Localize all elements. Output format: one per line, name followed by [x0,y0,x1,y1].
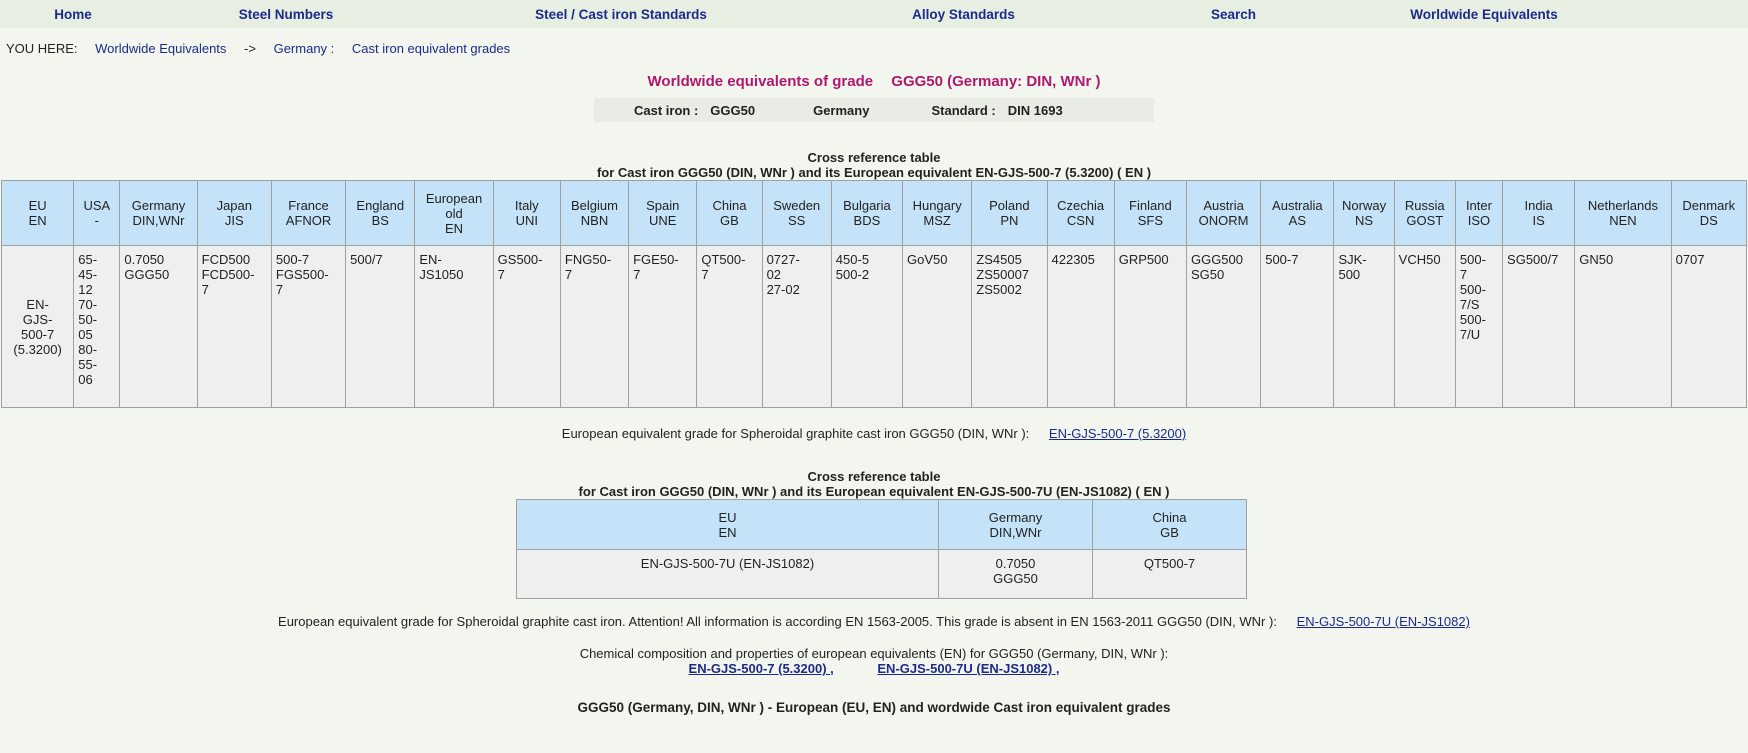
table1-caption-line1: Cross reference table [807,150,941,165]
t1-header-14-line-1: PN [1000,213,1019,228]
nav-steel-numbers[interactable]: Steel Numbers [238,6,334,22]
t1-header-6-line-2: EN [444,220,464,236]
grade-info-bar [594,98,1154,122]
t1-header-1-line-0: USA [83,198,111,213]
t1-cell-3-line-0: FCD500 [201,252,251,267]
t1-header-1-line-1: - [94,213,99,228]
t1-cell-0-line-0: EN- [26,296,49,312]
t1-cell-21-line-5: 7/U [1459,327,1481,342]
t1-header-15 [1047,181,1114,246]
page-title-main: Worldwide equivalents of grade [647,73,874,90]
nav-standards[interactable]: Steel / Cast iron Standards [535,6,707,22]
t1-cell-15 [1047,246,1114,408]
t2-cell-1-line-1: GGG50 [993,571,1038,586]
t1-header-0-line-1: EN [28,213,47,228]
t1-header-14 [972,181,1047,246]
t1-header-20 [1394,181,1455,246]
t1-header-22-line-0: India [1524,198,1553,213]
note2-link[interactable]: EN-GJS-500-7U (EN-JS1082) [1296,614,1470,629]
t1-cell-0 [2,246,74,408]
t1-header-17 [1186,181,1260,246]
t1-cell-10 [697,246,762,408]
t2-header-0 [517,500,939,550]
t1-cell-4-line-2: 7 [275,282,284,297]
t1-cell-0-line-1: GJS- [22,311,53,327]
t1-header-12-line-0: Bulgaria [843,198,891,213]
t1-cell-1-line-8: 06 [78,372,93,387]
t1-header-3-line-1: JIS [224,213,244,228]
t1-header-11-line-0: Sweden [773,198,821,213]
t1-header-0 [2,181,74,246]
t1-header-4-line-1: AFNOR [285,213,332,228]
t1-cell-12 [831,246,902,408]
t1-header-5 [346,181,415,246]
t1-cell-13 [903,246,972,408]
t1-header-2-line-1: DIN,WNr [132,213,185,228]
t1-cell-17-line-1: SG50 [1190,267,1225,282]
t1-cell-21-line-3: 7/S [1459,297,1480,312]
bottom-title: GGG50 (Germany, DIN, WNr ) - European (EU, EN) and wordwide Cast iron equivalent grades [577,700,1171,715]
t1-cell-3 [197,246,271,408]
chemical-link-en-gjs-500-7[interactable]: EN-GJS-500-7 (5.3200) , [688,661,834,676]
t1-header-12-line-1: BDS [853,213,881,228]
t1-cell-16-line-0: GRP500 [1118,252,1169,267]
t1-cell-2-line-0: 0.7050 [124,252,165,267]
cross-reference-table-2 [516,499,1247,599]
t1-header-17-line-1: ONORM [1198,213,1249,228]
t2-header-0-line-0: EU [718,509,737,525]
t1-cell-8-line-0: FNG50- [564,252,612,267]
info-standard-label: Standard : [931,102,996,118]
t1-cell-16 [1114,246,1186,408]
t1-cell-7-line-1: 7 [497,267,505,282]
t1-header-4-line-0: France [288,198,329,213]
breadcrumb-arrow: -> [244,41,256,56]
t1-header-9 [629,181,697,246]
page-title [0,73,1748,90]
t1-header-16-line-1: SFS [1137,213,1163,228]
t1-cell-1 [74,246,120,408]
t1-cell-21-line-0: 500- [1459,252,1486,267]
t1-cell-5-line-0: 500/7 [350,252,383,267]
t1-header-9-line-0: Spain [646,198,680,213]
t1-header-2-line-0: Germany [131,198,186,213]
t1-cell-2 [120,246,197,408]
t1-cell-6-line-0: EN- [419,252,442,267]
t1-cell-10-line-0: QT500- [701,252,746,267]
t1-cell-17-line-0: GGG500 [1190,252,1243,267]
t1-cell-6 [415,246,493,408]
t1-header-23 [1575,181,1671,246]
t1-header-7-line-0: Italy [514,198,539,213]
t1-cell-18 [1261,246,1334,408]
t1-cell-11-line-1: 02 [766,267,782,282]
t2-cell-1 [939,550,1093,599]
t1-cell-19 [1334,246,1394,408]
t1-header-15-line-0: Czechia [1057,198,1105,213]
t1-cell-21-line-2: 500- [1459,282,1486,297]
t1-cell-8-line-1: 7 [564,267,573,282]
t2-header-0-line-1: EN [718,524,737,540]
t1-header-21-line-1: ISO [1467,213,1491,228]
table2-caption-line2: for Cast iron GGG50 (DIN, WNr ) and its European equivalent EN-GJS-500-7U (EN-JS1082) ( EN ) [578,484,1170,499]
table2-caption [0,469,1748,499]
t1-header-1 [74,181,120,246]
chemical-composition-section [0,646,1748,676]
t2-header-1-line-0: Germany [988,509,1043,525]
t1-cell-0-line-3: (5.3200) [13,341,62,357]
t1-header-24-line-0: Denmark [1682,198,1736,213]
t1-cell-1-line-6: 80- [78,342,98,357]
t1-header-15-line-1: CSN [1066,213,1095,228]
t2-header-1 [939,500,1093,550]
t1-header-7-line-1: UNI [515,213,538,228]
t1-cell-20 [1394,246,1455,408]
t2-cell-2 [1093,550,1247,599]
t2-header-2 [1093,500,1247,550]
info-country: Germany [813,102,870,118]
table1-caption-line2: for Cast iron GGG50 (DIN, WNr ) and its European equivalent EN-GJS-500-7 (5.3200) ( EN ) [596,165,1152,180]
t1-cell-24 [1671,246,1746,408]
nav-alloy-standards[interactable]: Alloy Standards [912,6,1015,22]
t1-header-11-line-1: SS [788,213,806,228]
t1-header-18-line-1: AS [1288,213,1307,228]
t1-header-12 [831,181,902,246]
t1-header-22 [1503,181,1575,246]
info-standard: DIN 1693 [1007,102,1063,118]
t1-cell-9-line-0: FGE50- [633,252,679,267]
nav-home[interactable]: Home [54,6,92,22]
t1-cell-12-line-0: 450-5 [835,252,870,267]
t1-header-3-line-0: Japan [216,198,252,213]
t1-header-17-line-0: Austria [1203,198,1244,213]
t1-header-6-line-0: European [425,190,483,206]
t1-header-18-line-0: Australia [1272,198,1323,213]
t1-cell-3-line-1: FCD500- [201,267,255,282]
t1-header-16 [1114,181,1186,246]
t1-cell-1-line-3: 70- [78,297,98,312]
t1-header-4 [271,181,345,246]
breadcrumb-germany-link[interactable]: Germany : [273,41,335,56]
t1-header-20-line-1: GOST [1406,213,1444,228]
t1-cell-21 [1455,246,1502,408]
t1-cell-24-line-0: 0707 [1675,252,1705,267]
t1-cell-4-line-1: FGS500- [275,267,329,282]
t1-cell-18-line-0: 500-7 [1265,252,1299,267]
t1-cell-20-line-0: VCH50 [1398,252,1441,267]
t1-cell-12-line-1: 500-2 [835,267,870,282]
t2-header-1-line-1: DIN,WNr [989,524,1042,540]
t1-header-24 [1671,181,1746,246]
breadcrumb-current[interactable]: Cast iron equivalent grades [351,41,511,56]
t1-cell-23 [1575,246,1671,408]
t1-header-8-line-1: NBN [580,213,609,228]
t1-header-10-line-0: China [712,198,747,213]
breadcrumb-prefix: YOU HERE: [6,41,78,56]
t1-header-18 [1261,181,1334,246]
t1-header-19-line-0: Norway [1342,198,1387,213]
t1-cell-5 [346,246,415,408]
note2-text: European equivalent grade for Spheroidal graphite cast iron. Attention! All information is according EN 1563-2005. This grade is absent in EN 1563-2011 GGG50 (DIN, WNr ): [278,614,1277,629]
t1-cell-4-line-0: 500-7 [275,252,310,267]
t1-cell-10-line-1: 7 [701,267,709,282]
t1-header-23-line-0: Netherlands [1587,198,1658,213]
t1-cell-22-line-0: SG500/7 [1507,252,1559,267]
t1-cell-19-line-1: 500 [1338,267,1361,282]
t2-header-2-line-1: GB [1160,524,1179,540]
t1-cell-8 [560,246,628,408]
t1-cell-7 [493,246,560,408]
t1-cell-4 [271,246,345,408]
t1-cell-21-line-4: 500- [1459,312,1486,327]
note1-text: European equivalent grade for Spheroidal graphite cast iron GGG50 (DIN, WNr ): [561,426,1030,441]
t1-header-14-line-0: Poland [989,198,1030,213]
t2-cell-0 [517,550,939,599]
t1-header-20-line-0: Russia [1404,198,1445,213]
info-cast-iron-label: Cast iron : [634,102,699,118]
t1-cell-6-line-1: JS1050 [419,267,464,282]
t1-header-21-line-0: Inter [1465,198,1492,213]
t1-header-16-line-0: Finland [1129,198,1172,213]
t1-header-10-line-1: GB [720,213,739,228]
t1-cell-0-line-2: 500-7 [20,326,55,342]
t1-cell-9 [629,246,697,408]
page-title-grade: GGG50 (Germany: DIN, WNr ) [891,73,1101,90]
info-grade: GGG50 [710,102,756,118]
t1-header-8 [560,181,628,246]
table1-caption [0,150,1748,180]
t1-cell-1-line-5: 05 [78,327,93,342]
t1-cell-1-line-2: 12 [78,282,93,297]
t1-cell-7-line-0: GS500- [497,252,543,267]
t1-cell-1-line-7: 55- [78,357,98,372]
t1-cell-22 [1503,246,1575,408]
cross-reference-table-1 [1,180,1747,408]
t1-cell-14-line-2: ZS5002 [976,282,1022,297]
t1-header-19 [1334,181,1394,246]
t1-header-8-line-0: Belgium [571,198,618,213]
t1-header-0-line-0: EU [28,198,47,213]
t1-cell-2-line-1: GGG50 [124,267,170,282]
t1-header-24-line-1: DS [1699,213,1718,228]
t1-header-21 [1455,181,1502,246]
t1-cell-1-line-0: 65- [78,252,98,267]
t1-header-6-line-1: old [445,205,463,221]
t1-cell-3-line-2: 7 [201,282,209,297]
nav-worldwide-equivalents[interactable]: Worldwide Equivalents [1410,6,1558,22]
chemical-links [0,661,1748,676]
t1-header-13-line-1: MSZ [923,213,951,228]
t2-cell-2-line-0: QT500-7 [1143,556,1196,571]
chemical-text: Chemical composition and properties of european equivalents (EN) for GGG50 (Germany, DIN, WNr ): [579,646,1169,661]
t1-header-6 [415,181,493,246]
t1-header-9-line-1: UNE [649,213,677,228]
t1-header-23-line-1: NEN [1609,213,1637,228]
t1-cell-1-line-4: 50- [78,312,98,327]
t1-header-13 [903,181,972,246]
t1-cell-14-line-1: ZS50007 [976,267,1030,282]
t2-header-2-line-0: China [1152,509,1187,525]
nav-search[interactable]: Search [1210,6,1257,22]
t1-cell-23-line-0: GN50 [1579,252,1614,267]
breadcrumb-worldwide-link[interactable]: Worldwide Equivalents [95,41,227,56]
t1-header-10 [697,181,762,246]
european-equivalent-note-2 [0,614,1748,629]
t1-cell-11-line-0: 0727- [766,252,800,267]
t1-header-11 [762,181,831,246]
t1-cell-9-line-1: 7 [633,267,641,282]
t1-cell-14 [972,246,1047,408]
t1-header-22-line-1: IS [1532,213,1545,228]
t1-cell-19-line-0: SJK- [1338,252,1367,267]
t2-cell-0-line-0: EN-GJS-500-7U (EN-JS1082) [640,556,815,571]
t1-cell-1-line-1: 45- [78,267,98,282]
t1-cell-14-line-0: ZS4505 [976,252,1022,267]
t1-header-5-line-0: England [356,198,405,213]
t1-header-2 [120,181,197,246]
t1-header-7 [493,181,560,246]
t2-cell-1-line-0: 0.7050 [995,556,1036,571]
t1-cell-13-line-0: GoV50 [907,252,948,267]
top-navigation [0,0,1748,28]
european-equivalent-note-1 [0,426,1748,441]
breadcrumb [0,28,1748,61]
t1-cell-11 [762,246,831,408]
t1-cell-17 [1186,246,1260,408]
t1-cell-21-line-1: 7 [1459,267,1468,282]
table2-caption-line1: Cross reference table [807,469,941,484]
t1-header-5-line-1: BS [371,213,389,228]
note1-link[interactable]: EN-GJS-500-7 (5.3200) [1048,426,1187,441]
t1-header-13-line-0: Hungary [912,198,962,213]
t1-header-3 [197,181,271,246]
t1-header-19-line-1: NS [1355,213,1374,228]
chemical-link-en-gjs-500-7u[interactable]: EN-GJS-500-7U (EN-JS1082) , [877,661,1060,676]
t1-cell-11-line-2: 27-02 [766,282,800,297]
t1-cell-15-line-0: 422305 [1051,252,1095,267]
